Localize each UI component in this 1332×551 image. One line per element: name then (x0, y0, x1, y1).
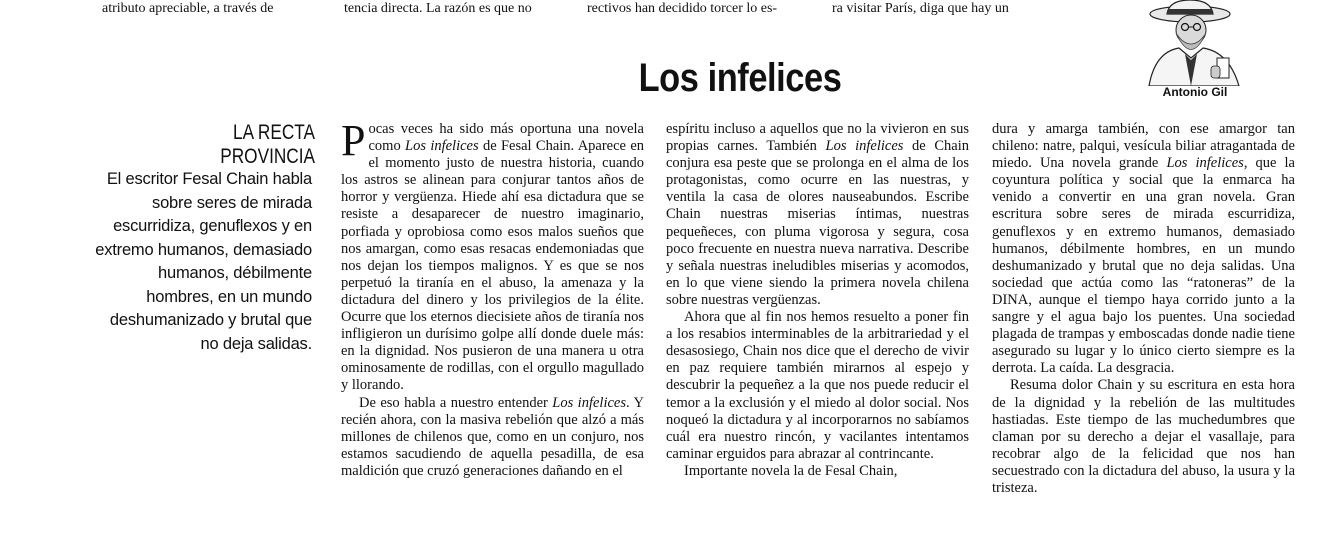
book-title: Los infelices (1166, 155, 1244, 172)
paragraph: Ahora que al fin nos hemos resuelto a poner fin a los resabios interminables de la arbitrariedad y el desasosiego, Chain nos dice que el derecho de vivir en paz requiere también mirarnos al espejo y descubrir la pequeñez a la que nos puede reducir el temor a la exclusión y el miedo al dolor social. Nos noqueó la dictadura y al incorporarnos no sabíamos cuál era nuestro rincón, y vacilantes intentamos caminar erguidos para abrazar al contrincante. (666, 309, 969, 462)
body-column-3 (992, 121, 1295, 497)
paragraph (341, 116, 645, 395)
body-column-2 (666, 121, 969, 480)
top-fragment-2: tencia directa. La razón es que no (344, 1, 532, 16)
top-fragment-1: atributo apreciable, a través de (102, 1, 274, 16)
book-title: Los infelices (405, 138, 479, 155)
text-run: de Fesal Chain. Aparece en el momento justo de nuestra historia, cuando los astros se alinean para conjurar tantos años de horror y vergüenza. Hiede ahí esa dictadura que se resiste a desaparecer de nuestro imaginario, porfiada y oprobiosa como esos malos sueños que nos amargan, como esas resacas endemoniadas que nos dejan los tiempos malignos. Y es que se nos perpetuó la tiranía en el abuso, la amenaza y la dictadura del dinero y los privilegios de la élite. Ocurre que los eternos diecisiete años de tiranía nos infligieron un durísimo golpe allí donde duele más: en la dignidad. Nos pusieron de una manera u otra ominosamente de rodillas, con el orgullo magullado y llorando. (341, 138, 645, 394)
author-name: Antonio Gil (1162, 85, 1228, 99)
section-label: LA RECTA PROVINCIA (220, 121, 315, 168)
paragraph (666, 121, 969, 309)
book-title: Los infelices (552, 394, 626, 411)
text-run: De eso habla a nuestro entender (359, 394, 553, 411)
paragraph: Importante novela la de Fesal Chain, (684, 462, 898, 479)
text-run: , que la coyuntura política y social que la enmarca ha venido a convertir en una gran novela. Gran escritura sobre seres de mirada escurridiza, genuflexos y en extremo humanos, demasiado humanos, débilmente hombres, en un mundo deshumanizado y brutal que no deja salidas. Una sociedad que actúa como las “ratoneras” de la DINA, aunque el tiempo haya corrido junto a la sangre y el agua bajo los puentes. Una sociedad plagada de trampas y emboscadas donde nadie tiene asegurado su lugar y lo único cierto siempre es la derrota. La caída. La desgracia. (992, 155, 1295, 377)
text-run: ocas veces ha sido más oportuna una novela como (368, 121, 644, 155)
top-fragment-3: rectivos han decidido torcer lo es- (587, 1, 778, 16)
text-run: espíritu incluso a aquellos que no la vivieron en sus propias carnes. También (666, 121, 969, 155)
headline: Los infelices (638, 56, 842, 100)
paragraph: Resuma dolor Chain y su escritura en esta hora de la dignidad y la rebelión de las multitudes hastiadas. Este tiempo de las muchedumbres que claman por su derecho a dejar el vasallaje, para recobrar algo de la felicidad que nos han secuestrado con la dictadura del abuso, la usura y la tristeza. (992, 377, 1295, 496)
text-run: . Y recién ahora, con la masiva rebelión que alzó a más millones de chilenos que, como en un conjuro, nos estamos sacudiendo de aquella pesadilla, de esa maldición que cruzó generaciones dañando en el (341, 394, 644, 479)
paragraph (341, 395, 644, 480)
top-fragment-4: ra visitar París, diga que hay un (832, 1, 1009, 16)
body-column-1 (341, 116, 645, 480)
book-title: Los infelices (825, 138, 904, 155)
text-run: de Chain conjura esa peste que se prolonga en el alma de los protagonistas, como ocurre en las nuestras, y ventila la casa de olores nauseabundos. Escribe Chain nuestras miserias íntimas, nuestras pequeñeces, con pluma vigorosa y segura, cosa poco frecuente en nuestra nueva narrativa. Describe y señala nuestras ineludibles miserias y acomodos, en lo que viene siendo la primera novela chilena sobre nuestras vergüenzas. (666, 138, 969, 308)
paragraph (992, 121, 1295, 377)
summary-text: El escritor Fesal Chain habla sobre seres de mirada escurridiza, genuflexos y en extremo humanos, demasiado humanos, débilmente hombres, en un mundo deshumanizado y brutal que no deja salidas. (95, 170, 312, 353)
text-run: dura y amarga también, con ese amargor tan chileno: natre, palqui, vesícula biliar atragantada de miedo. Una novela grande (992, 121, 1295, 172)
drop-cap: P (341, 116, 366, 165)
author-portrait (1135, 0, 1255, 86)
